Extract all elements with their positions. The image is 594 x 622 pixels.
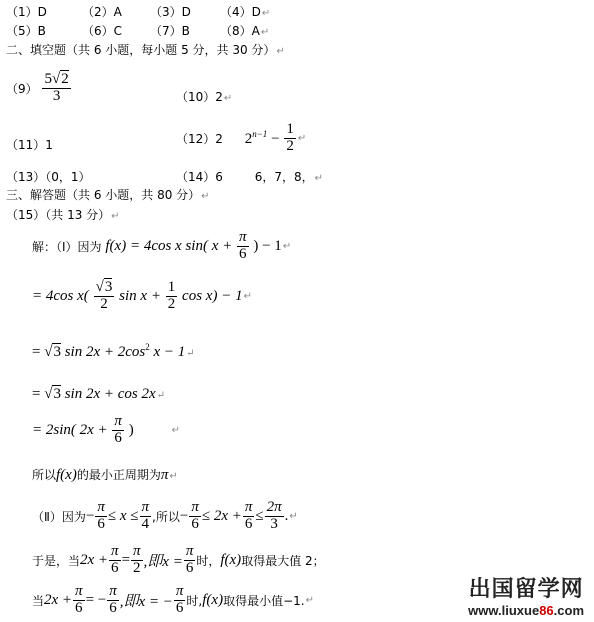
fraction: $\frac{\pi}{6}$ bbox=[191, 499, 199, 532]
answer-11: （11）1 bbox=[6, 138, 53, 152]
fraction: $\frac{1}{2}$ bbox=[167, 279, 176, 312]
paragraph-mark: ↵ bbox=[223, 93, 233, 104]
paragraph-mark: ↵ bbox=[186, 348, 195, 359]
choice-row-2 bbox=[6, 22, 269, 39]
paragraph-mark: ↵ bbox=[282, 240, 292, 252]
choice-row-1 bbox=[6, 3, 270, 20]
choice-2: （2）A bbox=[82, 5, 122, 19]
fraction: $\frac{√3}{2}$ bbox=[95, 279, 113, 312]
paragraph-mark: ↵ bbox=[297, 132, 307, 144]
solution-line-5: = 2sin( 2x + $\frac{\pi}{6}$ ) ↵ bbox=[32, 413, 180, 446]
choice-3: （3）D bbox=[150, 5, 191, 19]
paragraph-mark: ↵ bbox=[111, 211, 120, 222]
paragraph-mark: ↵ bbox=[260, 27, 270, 38]
paragraph-mark: ↵ bbox=[289, 510, 298, 522]
solution-line-4: = √3 sin 2x + cos 2x↵ bbox=[32, 386, 166, 402]
answer-12: （12）2 $2^{n-1}$ − $\frac{1}{2}$ ↵ bbox=[176, 121, 307, 154]
fraction: $\frac{\pi}{6}$ bbox=[185, 543, 194, 576]
fraction: $\frac{5√2}{3}$ bbox=[44, 71, 69, 104]
answer-13: （13）（0，1） bbox=[6, 170, 91, 184]
solve-heading: 三、解答题（共 6 小题，共 80 分）↵ bbox=[6, 188, 210, 202]
question-15-title: （15）（共 13 分）↵ bbox=[6, 208, 120, 222]
fill-heading: 二、填空题（共 6 小题，每小题 5 分，共 30 分）↵ bbox=[6, 43, 285, 57]
answer-10: （10）2↵ bbox=[176, 90, 233, 104]
max-line: 于是，当2x + $\frac{\pi}{6}$ = $\frac{\pi}{2}$ ,即x = $\frac{\pi}{6}$ 时，f(x)取得最大值 2； bbox=[32, 543, 325, 576]
fraction: $\frac{\pi}{2}$ bbox=[133, 543, 141, 576]
min-line: 当2x + $\frac{\pi}{6}$ = − $\frac{\pi}{6}$ ,即x = − $\frac{\pi}{6}$ 时,f(x)取得最小值−1.↵ bbox=[32, 583, 314, 616]
paragraph-mark: ↵ bbox=[314, 173, 324, 184]
fraction: $\frac{\pi}{6}$ bbox=[111, 543, 119, 576]
answer-9: （9） $\frac{5√2}{3}$ bbox=[6, 71, 69, 104]
watermark-title: 出国留学网 bbox=[468, 577, 584, 602]
solution-line-2: = 4cos x( $\frac{√3}{2}$ sin x + $\frac{1}{2}$ cos x) − 1↵ bbox=[32, 279, 252, 312]
fraction: $\frac{\pi}{6}$ bbox=[109, 583, 117, 616]
watermark-url: www.liuxue86.com bbox=[468, 603, 584, 618]
choice-1: （1）D bbox=[6, 5, 47, 19]
choice-7: （7）B bbox=[150, 24, 190, 38]
fraction: $\frac{\pi}{6}$ bbox=[97, 499, 105, 532]
choice-6: （6）C bbox=[82, 24, 123, 38]
paragraph-mark: ↵ bbox=[201, 191, 210, 202]
fraction: $\frac{\pi}{6}$ bbox=[239, 229, 247, 262]
fraction: $\frac{1}{2}$ bbox=[286, 121, 294, 154]
paragraph-mark: ↵ bbox=[156, 390, 166, 401]
choice-5: （5）B bbox=[6, 24, 46, 38]
paragraph-mark: ↵ bbox=[243, 290, 252, 302]
fraction: $\frac{\pi}{6}$ bbox=[75, 583, 83, 616]
choice-8: （8）A bbox=[220, 24, 260, 38]
fraction: $\frac{\pi}{4}$ bbox=[141, 499, 150, 532]
period-line: 所以f(x)的最小正周期为π↵ bbox=[32, 467, 178, 483]
choice-4: （4）D bbox=[220, 5, 261, 19]
paragraph-mark: ↵ bbox=[261, 8, 271, 19]
paragraph-mark: ↵ bbox=[169, 471, 178, 482]
fraction: $\frac{\pi}{6}$ bbox=[244, 499, 253, 532]
paragraph-mark: ↵ bbox=[276, 46, 285, 57]
fraction: $\frac{\pi}{6}$ bbox=[175, 583, 184, 616]
part-2-line: （Ⅱ）因为− $\frac{\pi}{6}$ ≤ x ≤ $\frac{\pi}{4}$ ,所以− $\frac{\pi}{6}$ ≤ 2x + $\frac{\pi}{6}$ ≤ $\frac{2\pi}{3}$ .↵ bbox=[32, 499, 298, 532]
answer-14: （14）6 6，7，8，↵ bbox=[176, 170, 324, 184]
solution-line-1: 解：（Ⅰ）因为 f(x) = 4cos x sin( x + $\frac{\pi}{6}$ ) − 1↵ bbox=[32, 229, 292, 262]
fraction: $\frac{2\pi}{3}$ bbox=[266, 499, 282, 532]
solution-line-3: = √3 $\sin 2x + 2\cos^2$ x − 1↵ bbox=[32, 342, 195, 360]
fraction: $\frac{\pi}{6}$ bbox=[114, 413, 122, 446]
paragraph-mark: ↵ bbox=[171, 424, 180, 436]
site-watermark bbox=[468, 572, 584, 618]
paragraph-mark: ↵ bbox=[305, 594, 314, 606]
